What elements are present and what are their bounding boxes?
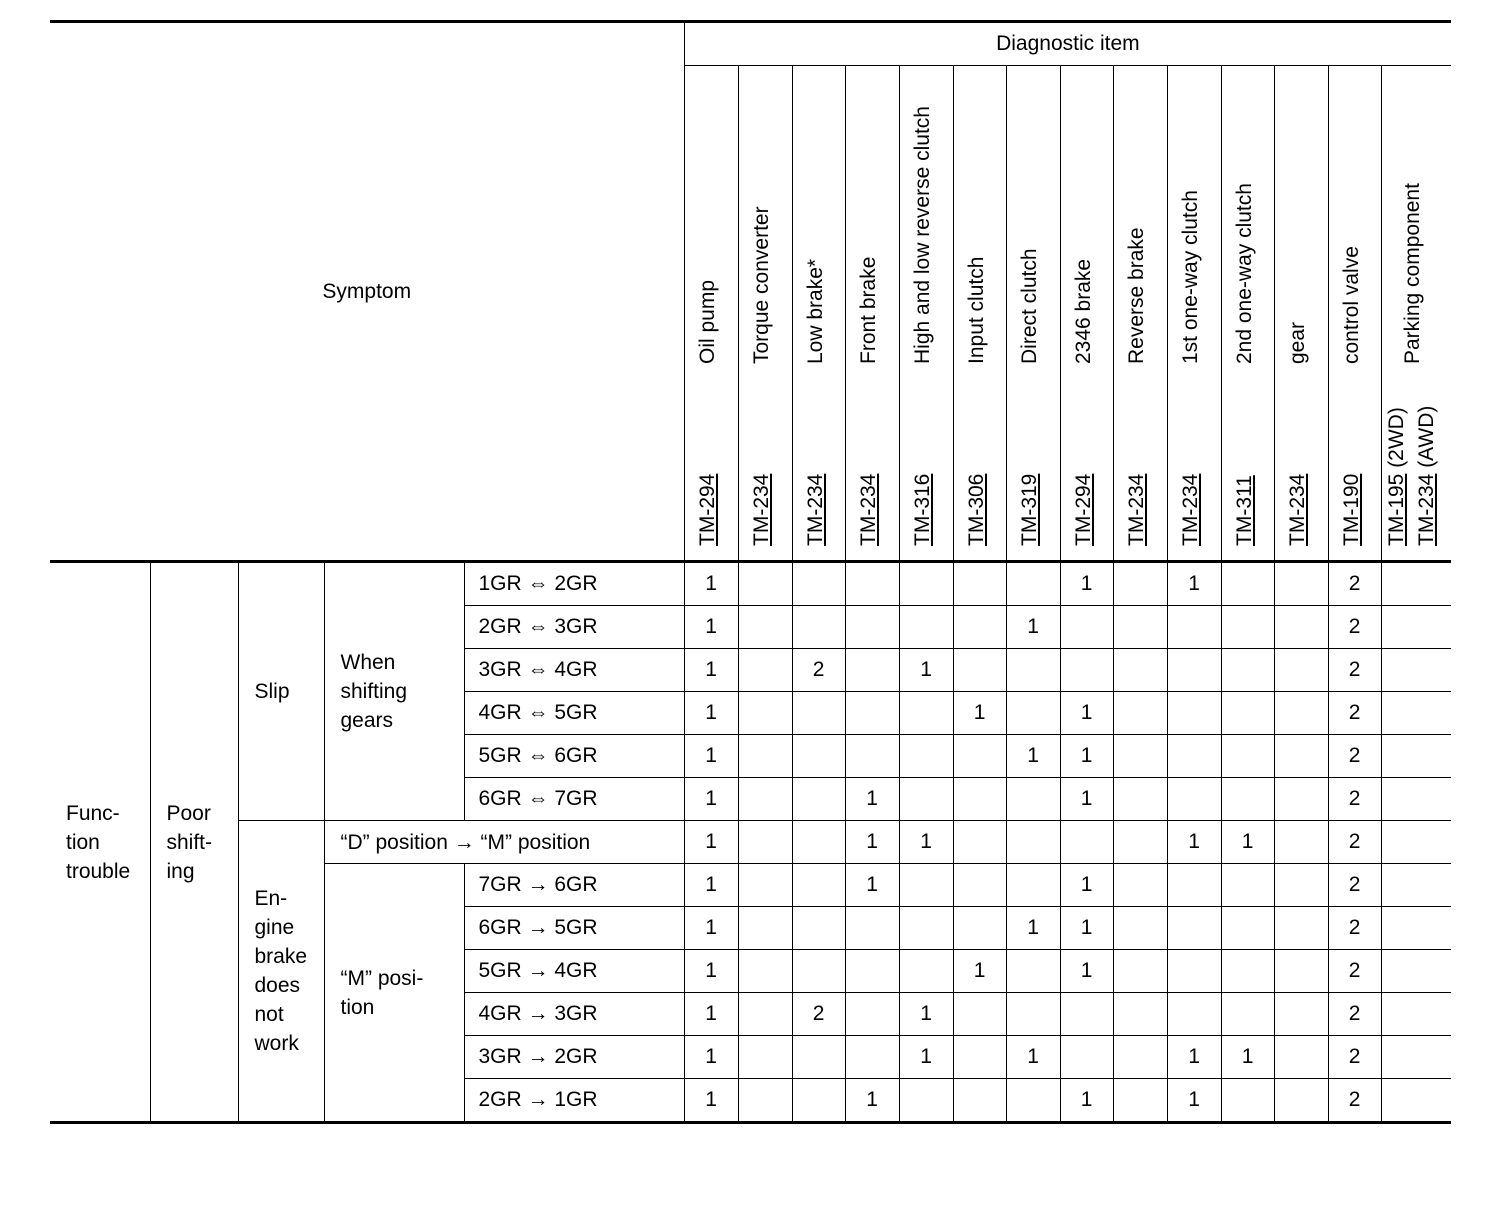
table-cell	[1113, 1079, 1167, 1123]
table-cell	[1221, 864, 1274, 907]
table-cell	[1060, 606, 1113, 649]
table-cell: 1	[845, 864, 899, 907]
group-when-shifting: When shifting gears	[324, 562, 464, 821]
table-cell: 1	[899, 993, 953, 1036]
table-cell: 1	[684, 606, 738, 649]
table-cell: 1	[1167, 562, 1221, 606]
table-cell: 1	[1006, 606, 1060, 649]
table-cell: 1	[684, 735, 738, 778]
table-cell	[738, 778, 792, 821]
table-cell: 1	[1060, 1079, 1113, 1123]
table-cell	[953, 993, 1006, 1036]
table-cell	[738, 692, 792, 735]
table-cell	[845, 649, 899, 692]
column-header	[899, 66, 953, 562]
row-label: 7GR → 6GR	[464, 864, 684, 907]
table-cell	[1006, 993, 1060, 1036]
table-cell: 1	[684, 649, 738, 692]
table-cell	[1167, 778, 1221, 821]
table-cell	[1167, 735, 1221, 778]
table-cell	[738, 606, 792, 649]
table-cell	[1274, 778, 1328, 821]
table-cell	[1006, 864, 1060, 907]
table-cell	[1274, 907, 1328, 950]
table-cell	[953, 821, 1006, 864]
row-label: 4GR ⇔ 5GR	[464, 692, 684, 735]
table-cell	[1167, 864, 1221, 907]
table-cell: 1	[684, 1036, 738, 1079]
table-cell	[953, 778, 1006, 821]
table-cell	[1113, 649, 1167, 692]
table-cell	[1274, 649, 1328, 692]
table-cell: 2	[1328, 562, 1381, 606]
column-ref[interactable]: TM-234	[1125, 473, 1149, 546]
table-cell	[1221, 735, 1274, 778]
table-cell	[1113, 735, 1167, 778]
table-cell	[845, 562, 899, 606]
table-cell	[1006, 1079, 1060, 1123]
table-cell: 2	[1328, 735, 1381, 778]
column-name: Torque converter	[750, 206, 774, 364]
table-cell	[1381, 907, 1451, 950]
table-cell: 2	[1328, 606, 1381, 649]
symptom-header: Symptom	[50, 22, 684, 562]
table-cell	[1006, 562, 1060, 606]
table-cell	[1113, 606, 1167, 649]
table-cell: 1	[845, 778, 899, 821]
table-cell	[738, 907, 792, 950]
table-cell	[1274, 606, 1328, 649]
table-cell	[953, 864, 1006, 907]
row-label: 5GR ⇔ 6GR	[464, 735, 684, 778]
table-cell	[845, 950, 899, 993]
table-cell	[1274, 821, 1328, 864]
table-cell: 2	[1328, 993, 1381, 1036]
table-cell	[1113, 778, 1167, 821]
table-cell	[792, 907, 845, 950]
table-cell	[1113, 1036, 1167, 1079]
row-label: 6GR → 5GR	[464, 907, 684, 950]
table-cell	[1381, 821, 1451, 864]
column-header	[1060, 66, 1113, 562]
table-cell	[738, 993, 792, 1036]
table-cell: 1	[1167, 1036, 1221, 1079]
table-cell: 1	[684, 821, 738, 864]
table-cell	[1167, 907, 1221, 950]
table-cell	[1167, 950, 1221, 993]
column-header	[845, 66, 899, 562]
column-header	[792, 66, 845, 562]
table-cell	[1381, 864, 1451, 907]
table-cell: 2	[1328, 950, 1381, 993]
table-cell	[738, 735, 792, 778]
column-name: Front brake	[857, 256, 881, 364]
table-cell: 1	[845, 1079, 899, 1123]
column-ref[interactable]: TM-190	[1339, 473, 1363, 546]
table-cell	[953, 606, 1006, 649]
table-cell: 1	[1060, 907, 1113, 950]
table-cell	[1381, 1079, 1451, 1123]
table-cell	[792, 1036, 845, 1079]
table-cell	[1221, 993, 1274, 1036]
table-cell	[1221, 562, 1274, 606]
table-cell	[792, 692, 845, 735]
column-header	[738, 66, 792, 562]
table-cell	[1274, 1079, 1328, 1123]
table-row	[50, 821, 1451, 864]
table-cell: 1	[684, 907, 738, 950]
table-cell: 1	[899, 821, 953, 864]
column-header	[1274, 66, 1328, 562]
column-ref[interactable]: TM-319	[1018, 473, 1042, 546]
column-ref[interactable]: TM-294	[696, 473, 720, 546]
table-cell: 2	[1328, 649, 1381, 692]
column-header	[1113, 66, 1167, 562]
column-name: Input clutch	[964, 256, 988, 364]
table-cell	[845, 735, 899, 778]
table-cell: 1	[684, 778, 738, 821]
table-cell	[1221, 692, 1274, 735]
column-name: Direct clutch	[1018, 248, 1042, 364]
table-cell	[1221, 1079, 1274, 1123]
column-name: High and low reverse clutch	[911, 106, 935, 364]
column-ref[interactable]: TM-294	[1071, 473, 1095, 546]
table-cell	[1113, 993, 1167, 1036]
table-cell	[738, 562, 792, 606]
column-name: Parking component	[1401, 183, 1425, 364]
column-header	[953, 66, 1006, 562]
table-cell: 1	[1060, 950, 1113, 993]
table-cell: 1	[845, 821, 899, 864]
table-cell	[1006, 692, 1060, 735]
row-label: 5GR → 4GR	[464, 950, 684, 993]
table-cell	[1167, 649, 1221, 692]
table-cell: 1	[684, 864, 738, 907]
table-cell	[1167, 606, 1221, 649]
column-header	[1328, 66, 1381, 562]
table-cell	[1381, 692, 1451, 735]
column-ref[interactable]: TM-234	[750, 473, 774, 546]
table-cell	[1113, 562, 1167, 606]
table-cell	[792, 562, 845, 606]
table-cell: 1	[1060, 735, 1113, 778]
column-header	[1221, 66, 1274, 562]
column-name: gear	[1286, 321, 1310, 364]
table-cell	[1381, 735, 1451, 778]
table-cell: 1	[1006, 1036, 1060, 1079]
table-cell	[1006, 649, 1060, 692]
column-ref[interactable]: TM-311	[1232, 475, 1256, 546]
table-cell	[1221, 649, 1274, 692]
table-cell	[792, 950, 845, 993]
table-cell	[1381, 950, 1451, 993]
table-cell	[1274, 562, 1328, 606]
table-cell	[953, 735, 1006, 778]
table-cell: 2	[1328, 821, 1381, 864]
diagnostic-item-header: Diagnostic item	[684, 22, 1451, 66]
table-cell: 1	[684, 1079, 738, 1123]
table-cell	[1221, 950, 1274, 993]
table-cell: 2	[1328, 1036, 1381, 1079]
table-cell	[1060, 1036, 1113, 1079]
row-label: 2GR → 1GR	[464, 1079, 684, 1123]
table-cell	[1381, 606, 1451, 649]
table-cell	[899, 606, 953, 649]
table-cell	[845, 692, 899, 735]
table-cell	[1274, 735, 1328, 778]
table-cell: 1	[1060, 778, 1113, 821]
table-cell	[1113, 864, 1167, 907]
table-cell	[845, 907, 899, 950]
table-cell: 1	[899, 1036, 953, 1079]
column-name: Oil pump	[696, 279, 720, 364]
row-label: 6GR ⇔ 7GR	[464, 778, 684, 821]
table-cell: 1	[1060, 864, 1113, 907]
table-cell	[1274, 993, 1328, 1036]
table-cell	[899, 778, 953, 821]
table-cell: 1	[684, 950, 738, 993]
table-cell: 2	[1328, 864, 1381, 907]
table-cell: 1	[899, 649, 953, 692]
column-name: control valve	[1339, 246, 1363, 364]
group-m-position: “M” posi- tion	[324, 864, 464, 1123]
table-cell: 1	[1060, 562, 1113, 606]
column-header	[1381, 66, 1451, 562]
column-ref[interactable]: TM-195 (2WD)	[1385, 407, 1409, 546]
table-cell	[1274, 950, 1328, 993]
table-cell	[1113, 907, 1167, 950]
table-cell	[845, 993, 899, 1036]
column-ref[interactable]: TM-316	[911, 473, 935, 546]
diagnostic-table	[50, 20, 1451, 1124]
table-cell: 2	[1328, 907, 1381, 950]
table-cell	[738, 864, 792, 907]
table-cell	[1167, 993, 1221, 1036]
table-cell	[1060, 649, 1113, 692]
table-cell	[738, 950, 792, 993]
table-cell	[899, 1079, 953, 1123]
table-cell: 1	[1060, 692, 1113, 735]
row-label: 4GR → 3GR	[464, 993, 684, 1036]
row-label: 1GR ⇔ 2GR	[464, 562, 684, 606]
table-cell	[1006, 821, 1060, 864]
table-cell	[1381, 993, 1451, 1036]
column-header	[684, 66, 738, 562]
table-cell	[953, 1036, 1006, 1079]
table-cell	[792, 735, 845, 778]
table-cell	[953, 562, 1006, 606]
table-cell	[1274, 692, 1328, 735]
table-cell	[1381, 649, 1451, 692]
table-cell	[899, 735, 953, 778]
table-cell	[1113, 692, 1167, 735]
column-header	[1006, 66, 1060, 562]
column-ref[interactable]: TM-234	[1179, 473, 1203, 546]
table-cell: 1	[953, 950, 1006, 993]
table-cell	[792, 778, 845, 821]
table-cell: 1	[684, 692, 738, 735]
row-label: 2GR ⇔ 3GR	[464, 606, 684, 649]
table-cell: 2	[792, 993, 845, 1036]
table-cell: 2	[1328, 692, 1381, 735]
table-cell	[1113, 950, 1167, 993]
table-cell: 1	[1006, 735, 1060, 778]
group-engine-brake: En- gine brake does not work	[238, 821, 324, 1123]
column-name: Reverse brake	[1125, 227, 1149, 364]
table-cell	[1221, 606, 1274, 649]
table-cell	[899, 950, 953, 993]
table-cell	[899, 692, 953, 735]
table-cell	[792, 606, 845, 649]
table-cell: 1	[1167, 1079, 1221, 1123]
table-cell	[1274, 1036, 1328, 1079]
table-cell: 2	[1328, 778, 1381, 821]
table-cell	[899, 864, 953, 907]
table-cell	[953, 649, 1006, 692]
table-cell: 1	[1221, 821, 1274, 864]
table-cell: 1	[684, 562, 738, 606]
table-cell	[1221, 907, 1274, 950]
table-cell: 1	[1167, 821, 1221, 864]
row-label: 3GR ⇔ 4GR	[464, 649, 684, 692]
table-cell	[738, 821, 792, 864]
column-ref[interactable]: TM-306	[964, 473, 988, 546]
column-ref[interactable]: TM-234	[1286, 473, 1310, 546]
table-cell: 2	[1328, 1079, 1381, 1123]
column-ref[interactable]: TM-234	[857, 473, 881, 546]
table-cell	[792, 1079, 845, 1123]
table-cell	[792, 864, 845, 907]
column-name: 1st one-way clutch	[1179, 190, 1203, 364]
group-poor-shifting: Poor shift- ing	[150, 562, 238, 1123]
table-cell	[1167, 692, 1221, 735]
group-slip: Slip	[238, 562, 324, 821]
table-cell	[1274, 864, 1328, 907]
column-name: 2346 brake	[1071, 258, 1095, 364]
table-cell	[899, 562, 953, 606]
table-cell	[953, 1079, 1006, 1123]
table-cell	[1381, 778, 1451, 821]
group-function-trouble: Func- tion trouble	[50, 562, 150, 1123]
table-row	[50, 562, 1451, 606]
column-ref[interactable]: TM-234 (AWD)	[1415, 405, 1439, 546]
table-cell	[1381, 1036, 1451, 1079]
table-cell	[845, 1036, 899, 1079]
table-cell	[738, 649, 792, 692]
table-cell	[1113, 821, 1167, 864]
table-cell: 1	[684, 993, 738, 1036]
table-cell	[738, 1079, 792, 1123]
table-cell	[738, 1036, 792, 1079]
table-cell	[953, 907, 1006, 950]
table-cell	[1381, 562, 1451, 606]
row-label: 3GR → 2GR	[464, 1036, 684, 1079]
table-cell	[1060, 993, 1113, 1036]
table-cell: 1	[1221, 1036, 1274, 1079]
table-cell	[1221, 778, 1274, 821]
table-cell	[1006, 950, 1060, 993]
column-name: 2nd one-way clutch	[1232, 183, 1256, 364]
column-ref[interactable]: TM-234	[803, 473, 827, 546]
table-cell: 1	[1006, 907, 1060, 950]
table-cell	[899, 907, 953, 950]
table-cell: 1	[953, 692, 1006, 735]
column-header	[1167, 66, 1221, 562]
table-cell	[1006, 778, 1060, 821]
column-name: Low brake*	[803, 258, 827, 364]
table-cell	[845, 606, 899, 649]
table-cell: 2	[792, 649, 845, 692]
table-cell	[792, 821, 845, 864]
row-label: “D” position → “M” position	[324, 821, 684, 864]
table-cell	[1060, 821, 1113, 864]
